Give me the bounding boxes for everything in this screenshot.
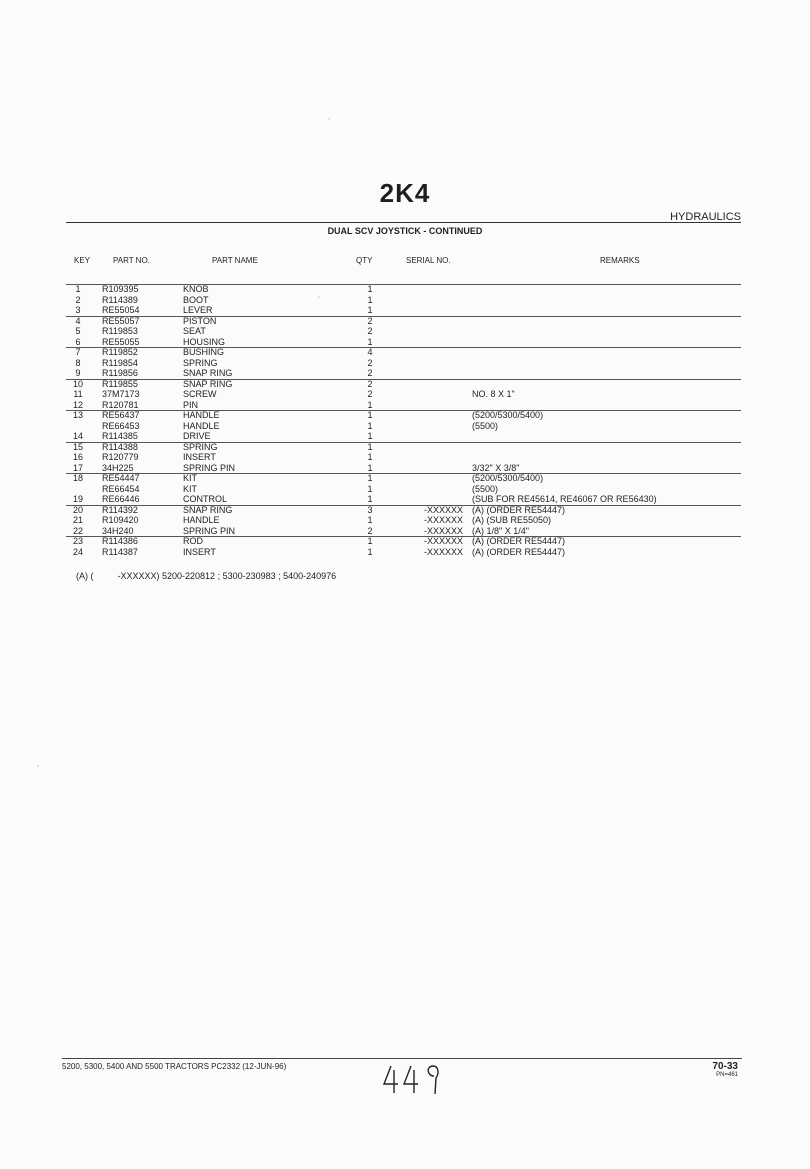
qty-cell: 1 — [367, 336, 373, 347]
remarks-cell: 3/32" X 3/8" — [472, 462, 520, 473]
section-label: HYDRAULICS — [670, 211, 741, 223]
part-name-cell: INSERT — [183, 546, 216, 557]
qty-cell: 2 — [367, 389, 373, 399]
qty-cell: 1 — [367, 399, 373, 410]
qty-cell: 2 — [367, 315, 373, 326]
qty-cell: 1 — [367, 536, 373, 546]
part-number-cell: RE56437 — [102, 410, 140, 420]
part-number-cell: R109395 — [102, 284, 139, 294]
page-subtitle: DUAL SCV JOYSTICK - CONTINUED — [327, 226, 483, 236]
serial-cell: -XXXXXX — [424, 525, 464, 536]
part-number-cell: RE66453 — [102, 420, 140, 431]
key-cell: 3 — [75, 305, 81, 315]
pn-number: PN=461 — [716, 1072, 738, 1078]
qty-cell: 1 — [367, 462, 373, 473]
key-cell: 19 — [72, 494, 83, 504]
qty-cell: 3 — [367, 504, 373, 515]
qty-cell: 2 — [367, 357, 373, 368]
qty-cell: 1 — [367, 441, 373, 452]
part-name-cell: KNOB — [183, 284, 209, 294]
column-header-part-name: PART NAME — [212, 256, 258, 265]
key-cell: 21 — [72, 515, 83, 525]
table-row — [0, 494, 810, 505]
part-number-cell: R120779 — [102, 452, 139, 462]
serial-cell: -XXXXXX — [424, 536, 464, 546]
qty-cell: 2 — [367, 525, 373, 536]
table-row — [0, 337, 810, 348]
remarks-cell: (A) (ORDER RE54447) — [472, 504, 566, 515]
table-row — [0, 305, 810, 316]
scan-speck — [37, 765, 39, 767]
key-cell: 23 — [72, 536, 83, 546]
footnote-text: -XXXXXX) 5200-220812 ; 5300-230983 ; 5400-240976 — [117, 571, 337, 581]
key-cell: 8 — [75, 357, 81, 368]
part-name-cell: KIT — [183, 473, 198, 483]
key-cell: 4 — [75, 315, 81, 326]
qty-cell: 1 — [367, 284, 373, 294]
part-name-cell: SCREW — [183, 389, 217, 399]
key-cell: 6 — [75, 336, 81, 347]
table-row — [0, 347, 810, 358]
part-name-cell: INSERT — [183, 452, 216, 462]
key-cell: 16 — [72, 452, 83, 462]
table-row — [0, 442, 810, 453]
part-name-cell: SPRING — [183, 441, 218, 452]
part-number-cell: RE66454 — [102, 483, 140, 494]
part-name-cell: KIT — [183, 483, 198, 494]
part-number-cell: R119853 — [102, 326, 138, 336]
part-name-cell: SPRING PIN — [183, 525, 236, 536]
table-row — [0, 526, 810, 537]
table-row — [0, 295, 810, 306]
part-name-cell: CONTROL — [183, 494, 228, 504]
part-number-cell: RE55057 — [102, 315, 140, 326]
key-cell: 20 — [72, 504, 83, 515]
serial-cell: -XXXXXX — [424, 546, 464, 557]
footnote-label: (A) ( — [76, 571, 94, 581]
qty-cell: 1 — [367, 452, 373, 462]
table-row — [0, 536, 810, 547]
remarks-cell: (5500) — [472, 483, 499, 494]
qty-cell: 1 — [367, 483, 373, 494]
serial-cell: -XXXXXX — [424, 515, 464, 525]
parts-table — [0, 284, 810, 557]
part-name-cell: LEVER — [183, 305, 213, 315]
table-row — [0, 473, 810, 484]
scan-speck — [318, 296, 320, 298]
table-row — [0, 452, 810, 463]
key-cell: 12 — [72, 399, 83, 410]
key-cell: 1 — [75, 284, 81, 294]
part-name-cell: SEAT — [183, 326, 206, 336]
table-row — [0, 505, 810, 516]
qty-cell: 4 — [367, 347, 373, 357]
column-header-part-no: PART NO. — [113, 256, 150, 265]
key-cell: 22 — [72, 525, 83, 536]
part-number-cell: 34H240 — [102, 525, 134, 536]
footer-models: 5200, 5300, 5400 AND 5500 TRACTORS PC2332 (12-JUN-96) — [62, 1062, 287, 1071]
key-cell: 13 — [72, 410, 83, 420]
part-name-cell: PIN — [183, 399, 199, 410]
table-row — [0, 326, 810, 337]
part-number-cell: RE55054 — [102, 305, 140, 315]
table-row — [0, 547, 810, 558]
table-row — [0, 410, 810, 421]
remarks-cell: NO. 8 X 1" — [472, 389, 515, 399]
part-name-cell: BOOT — [183, 294, 209, 305]
qty-cell: 1 — [367, 515, 373, 525]
part-name-cell: BUSHING — [183, 347, 225, 357]
part-name-cell: SPRING — [183, 357, 218, 368]
qty-cell: 2 — [367, 378, 373, 389]
column-header-remarks: REMARKS — [600, 256, 640, 265]
qty-cell: 1 — [367, 546, 373, 557]
column-header-key: KEY — [74, 256, 91, 265]
part-name-cell: SNAP RING — [183, 504, 233, 515]
qty-cell: 1 — [367, 294, 373, 305]
table-row — [0, 463, 810, 474]
qty-cell: 1 — [367, 494, 373, 504]
remarks-cell: (5200/5300/5400) — [472, 410, 544, 420]
key-cell: 5 — [75, 326, 81, 336]
key-cell: 18 — [72, 473, 83, 483]
qty-cell: 1 — [367, 410, 373, 420]
serial-cell: -XXXXXX — [424, 504, 464, 515]
remarks-cell: (A) (ORDER RE54447) — [472, 546, 566, 557]
table-row — [0, 379, 810, 390]
remarks-cell: (5500) — [472, 420, 499, 431]
table-row — [0, 431, 810, 442]
table-row — [0, 515, 810, 526]
part-number-cell: R114392 — [102, 504, 138, 515]
part-name-cell: SPRING PIN — [183, 462, 236, 473]
key-cell: 24 — [72, 546, 83, 557]
part-name-cell: ROD — [183, 536, 203, 546]
part-number-cell: R119852 — [102, 347, 138, 357]
table-row — [0, 368, 810, 379]
part-number-cell: R114385 — [102, 431, 138, 441]
key-cell: 11 — [73, 389, 83, 399]
remarks-cell: (A) (ORDER RE54447) — [472, 536, 566, 546]
table-row — [0, 316, 810, 327]
key-cell: 14 — [72, 431, 83, 441]
part-name-cell: HANDLE — [183, 420, 220, 431]
part-number-cell: R114386 — [102, 536, 138, 546]
remarks-cell: (SUB FOR RE45614, RE46067 OR RE56430) — [472, 494, 657, 504]
part-number-cell: RE54447 — [102, 473, 140, 483]
part-name-cell: SNAP RING — [183, 368, 233, 378]
key-cell: 9 — [75, 368, 81, 378]
part-name-cell: HANDLE — [183, 410, 220, 420]
part-number-cell: 34H225 — [102, 462, 134, 473]
part-name-cell: DRIVE — [183, 431, 211, 441]
part-number-cell: RE66446 — [102, 494, 140, 504]
footnote — [76, 571, 336, 581]
header-rule — [66, 222, 741, 223]
part-number-cell: R114387 — [102, 546, 138, 557]
remarks-cell: (A) (SUB RE55050) — [472, 515, 552, 525]
part-number-cell: R120781 — [102, 399, 139, 410]
table-row — [0, 421, 810, 432]
key-cell: 2 — [75, 294, 81, 305]
key-cell: 17 — [72, 462, 83, 473]
key-cell: 15 — [72, 441, 83, 452]
part-number-cell: R114389 — [102, 294, 138, 305]
table-row — [0, 400, 810, 411]
part-number-cell: RE55055 — [102, 336, 140, 347]
part-name-cell: PISTON — [183, 315, 217, 326]
part-number-cell: R119854 — [102, 357, 138, 368]
scan-speck — [328, 118, 330, 120]
remarks-cell: (A) 1/8" X 1/4" — [472, 525, 529, 536]
part-number-cell: R119855 — [102, 378, 138, 389]
table-row — [0, 284, 810, 295]
part-number-cell: R109420 — [102, 515, 139, 525]
qty-cell: 2 — [367, 326, 373, 336]
qty-cell: 2 — [367, 368, 373, 378]
table-row — [0, 484, 810, 495]
qty-cell: 1 — [367, 431, 373, 441]
part-number-cell: 37M7173 — [102, 389, 140, 399]
column-header-serial-no: SERIAL NO. — [406, 256, 451, 265]
table-row — [0, 358, 810, 369]
qty-cell: 1 — [367, 473, 373, 483]
footer-rule — [62, 1058, 742, 1059]
part-name-cell: HANDLE — [183, 515, 220, 525]
part-number-cell: R114388 — [102, 441, 138, 452]
column-header-qty: QTY — [356, 256, 373, 265]
part-name-cell: HOUSING — [183, 336, 226, 347]
part-number-cell: R119856 — [102, 368, 138, 378]
remarks-cell: (5200/5300/5400) — [472, 473, 544, 483]
page-number: 70-33 — [712, 1061, 738, 1072]
qty-cell: 1 — [367, 305, 373, 315]
qty-cell: 1 — [367, 420, 373, 431]
handwritten-page-number — [381, 1060, 446, 1096]
key-cell: 10 — [72, 378, 83, 389]
part-name-cell: SNAP RING — [183, 378, 233, 389]
table-row — [0, 389, 810, 400]
key-cell: 7 — [75, 347, 81, 357]
page-title: 2K4 — [379, 178, 431, 208]
